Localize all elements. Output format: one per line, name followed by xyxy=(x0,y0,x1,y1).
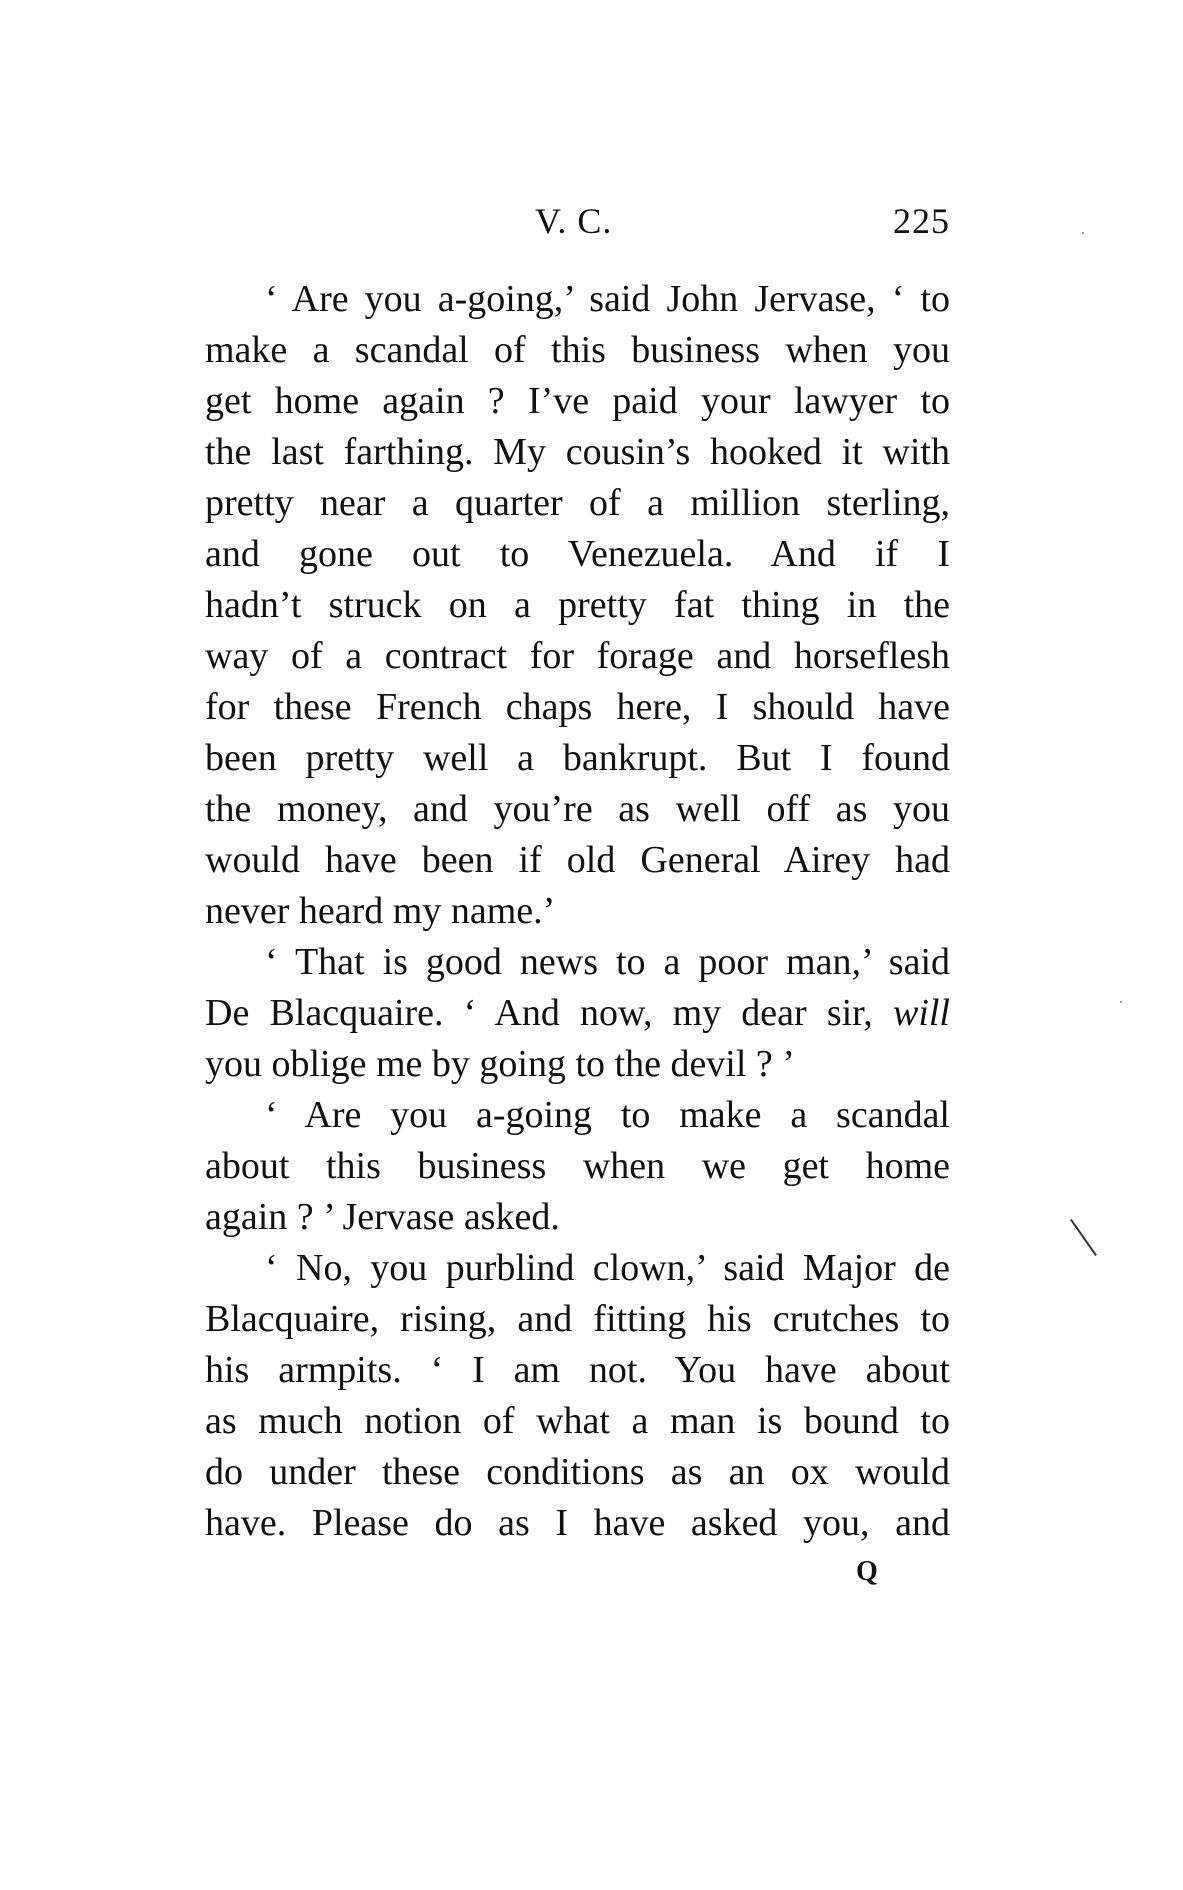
text-line: do under these conditions as an ox would xyxy=(205,1451,950,1493)
text-line: about this business when we get home xyxy=(205,1145,950,1187)
text-line: you oblige me by going to the devil ? ’ xyxy=(205,1043,795,1085)
text-line: his armpits. ‘ I am not. You have about xyxy=(205,1349,950,1391)
text-line: never heard my name.’ xyxy=(205,890,556,932)
text-line: make a scandal of this business when you xyxy=(205,329,950,371)
text-line: been pretty well a bankrupt. But I found xyxy=(205,737,950,779)
page-header xyxy=(205,200,950,250)
text-line: get home again ? I’ve paid your lawyer to xyxy=(205,380,950,422)
signature-mark: Q xyxy=(856,1556,878,1587)
text-line: the money, and you’re as well off as you xyxy=(205,788,950,830)
text-line: De Blacquaire. ‘ And now, my dear sir, will xyxy=(205,992,950,1034)
stray-ink-mark xyxy=(1070,1219,1097,1256)
text-line: pretty near a quarter of a million sterling, xyxy=(205,482,950,524)
speck-mark xyxy=(1082,232,1084,234)
speck-mark xyxy=(1120,1001,1122,1003)
running-head: V. C. xyxy=(535,201,613,241)
text-line: ‘ That is good news to a poor man,’ said xyxy=(265,941,950,983)
text-line: the last farthing. My cousin’s hooked it with xyxy=(205,431,950,473)
text-line: hadn’t struck on a pretty fat thing in the xyxy=(205,584,950,626)
text-line: for these French chaps here, I should have xyxy=(205,686,950,728)
text-line: way of a contract for forage and horseflesh xyxy=(205,635,950,677)
text-line: and gone out to Venezuela. And if I xyxy=(205,533,950,575)
text-line: would have been if old General Airey had xyxy=(205,839,950,881)
text-line: ‘ No, you purblind clown,’ said Major de xyxy=(265,1247,950,1289)
text-line: Blacquaire, rising, and fitting his crutches to xyxy=(205,1298,950,1340)
emphasis-text: will xyxy=(892,992,950,1034)
body-text xyxy=(205,274,950,1549)
text-line: ‘ Are you a-going to make a scandal xyxy=(265,1094,950,1136)
text-line: have. Please do as I have asked you, and xyxy=(205,1502,950,1544)
page-number: 225 xyxy=(893,201,950,241)
text-line: again ? ’ Jervase asked. xyxy=(205,1196,560,1238)
text-line: as much notion of what a man is bound to xyxy=(205,1400,950,1442)
text-line: ‘ Are you a-going,’ said John Jervase, ‘ to xyxy=(265,278,950,320)
